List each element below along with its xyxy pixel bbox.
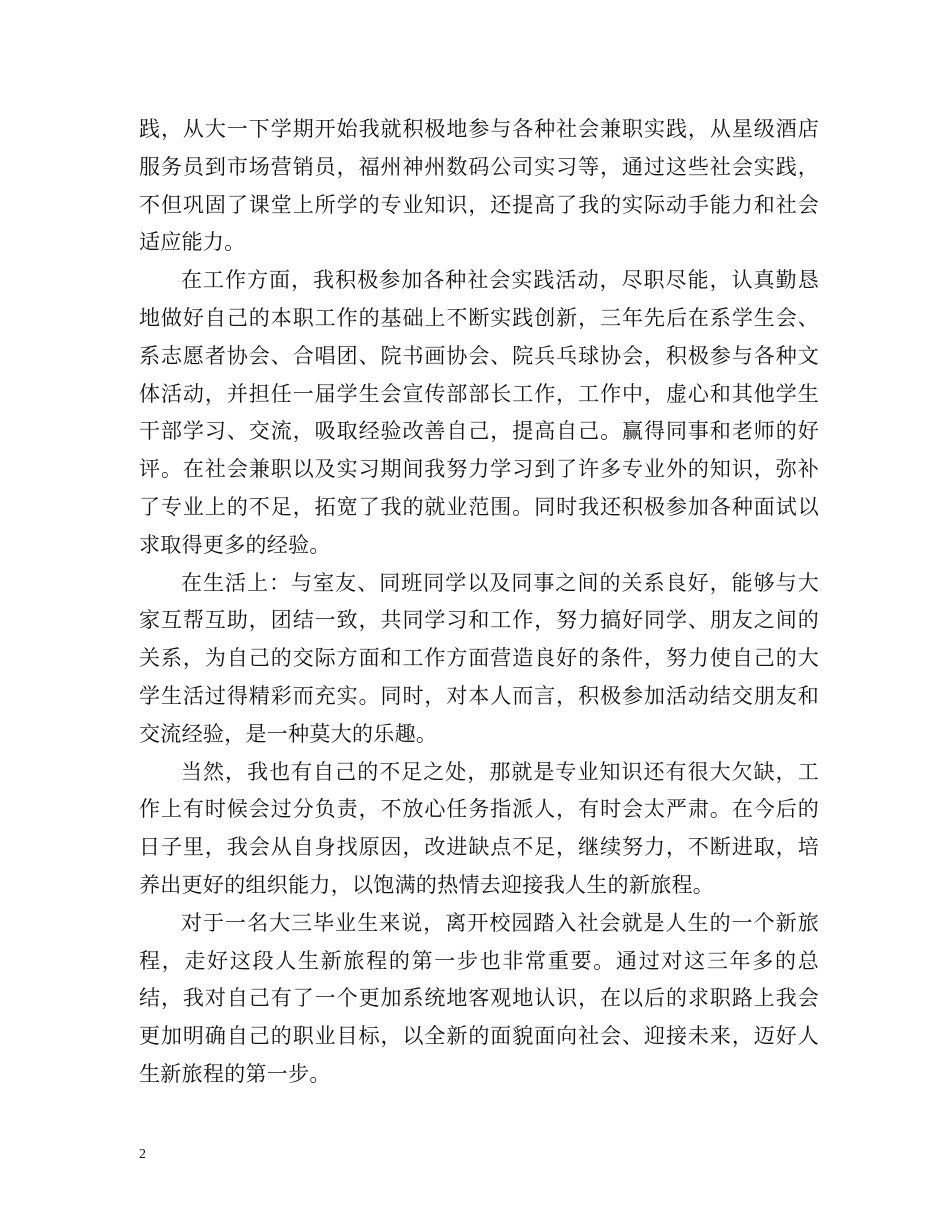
- page-number: 2: [139, 1147, 146, 1162]
- document-body: [139, 111, 819, 1094]
- paragraph-work: 在工作方面，我积极参加各种社会实践活动，尽职尽能，认真勤恳地做好自己的本职工作的基础上不断实践创新，三年先后在系学生会、系志愿者协会、合唱团、院书画协会、院兵乓球协会，积极参与各种文体活动，并担任一届学生会宣传部部长工作，工作中，虚心和其他学生干部学习、交流，吸取经验改善自己，提高自己。赢得同事和老师的好评。在社会兼职以及实习期间我努力学习到了许多专业外的知识，弥补了专业上的不足，拓宽了我的就业范围。同时我还积极参加各种面试以求取得更多的经验。: [139, 268, 819, 557]
- paragraph-continuation: 践，从大一下学期开始我就积极地参与各种社会兼职实践，从星级酒店服务员到市场营销员，福州神州数码公司实习等，通过这些社会实践，不但巩固了课堂上所学的专业知识，还提高了我的实际动手能力和社会适应能力。: [139, 117, 819, 255]
- paragraph-conclusion: 对于一名大三毕业生来说，离开校园踏入社会就是人生的一个新旅程，走好这段人生新旅程的第一步也非常重要。通过对这三年多的总结，我对自己有了一个更加系统地客观地认识，在以后的求职路上我会更加明确自己的职业目标，以全新的面貌面向社会、迎接未来，迈好人生新旅程的第一步。: [139, 910, 819, 1086]
- paragraph-life: 在生活上：与室友、同班同学以及同事之间的关系良好，能够与大家互帮互助，团结一致，共同学习和工作，努力搞好同学、朋友之间的关系，为自己的交际方面和工作方面营造良好的条件，努力使自己的大学生活过得精彩而充实。同时，对本人而言，积极参加活动结交朋友和交流经验，是一种莫大的乐趣。: [139, 570, 819, 746]
- paragraph-shortcomings: 当然，我也有自己的不足之处，那就是专业知识还有很大欠缺，工作上有时候会过分负责，不放心任务指派人，有时会太严肃。在今后的日子里，我会从自身找原因，改进缺点不足，继续努力，不断进取，培养出更好的组织能力，以饱满的热情去迎接我人生的新旅程。: [139, 759, 819, 897]
